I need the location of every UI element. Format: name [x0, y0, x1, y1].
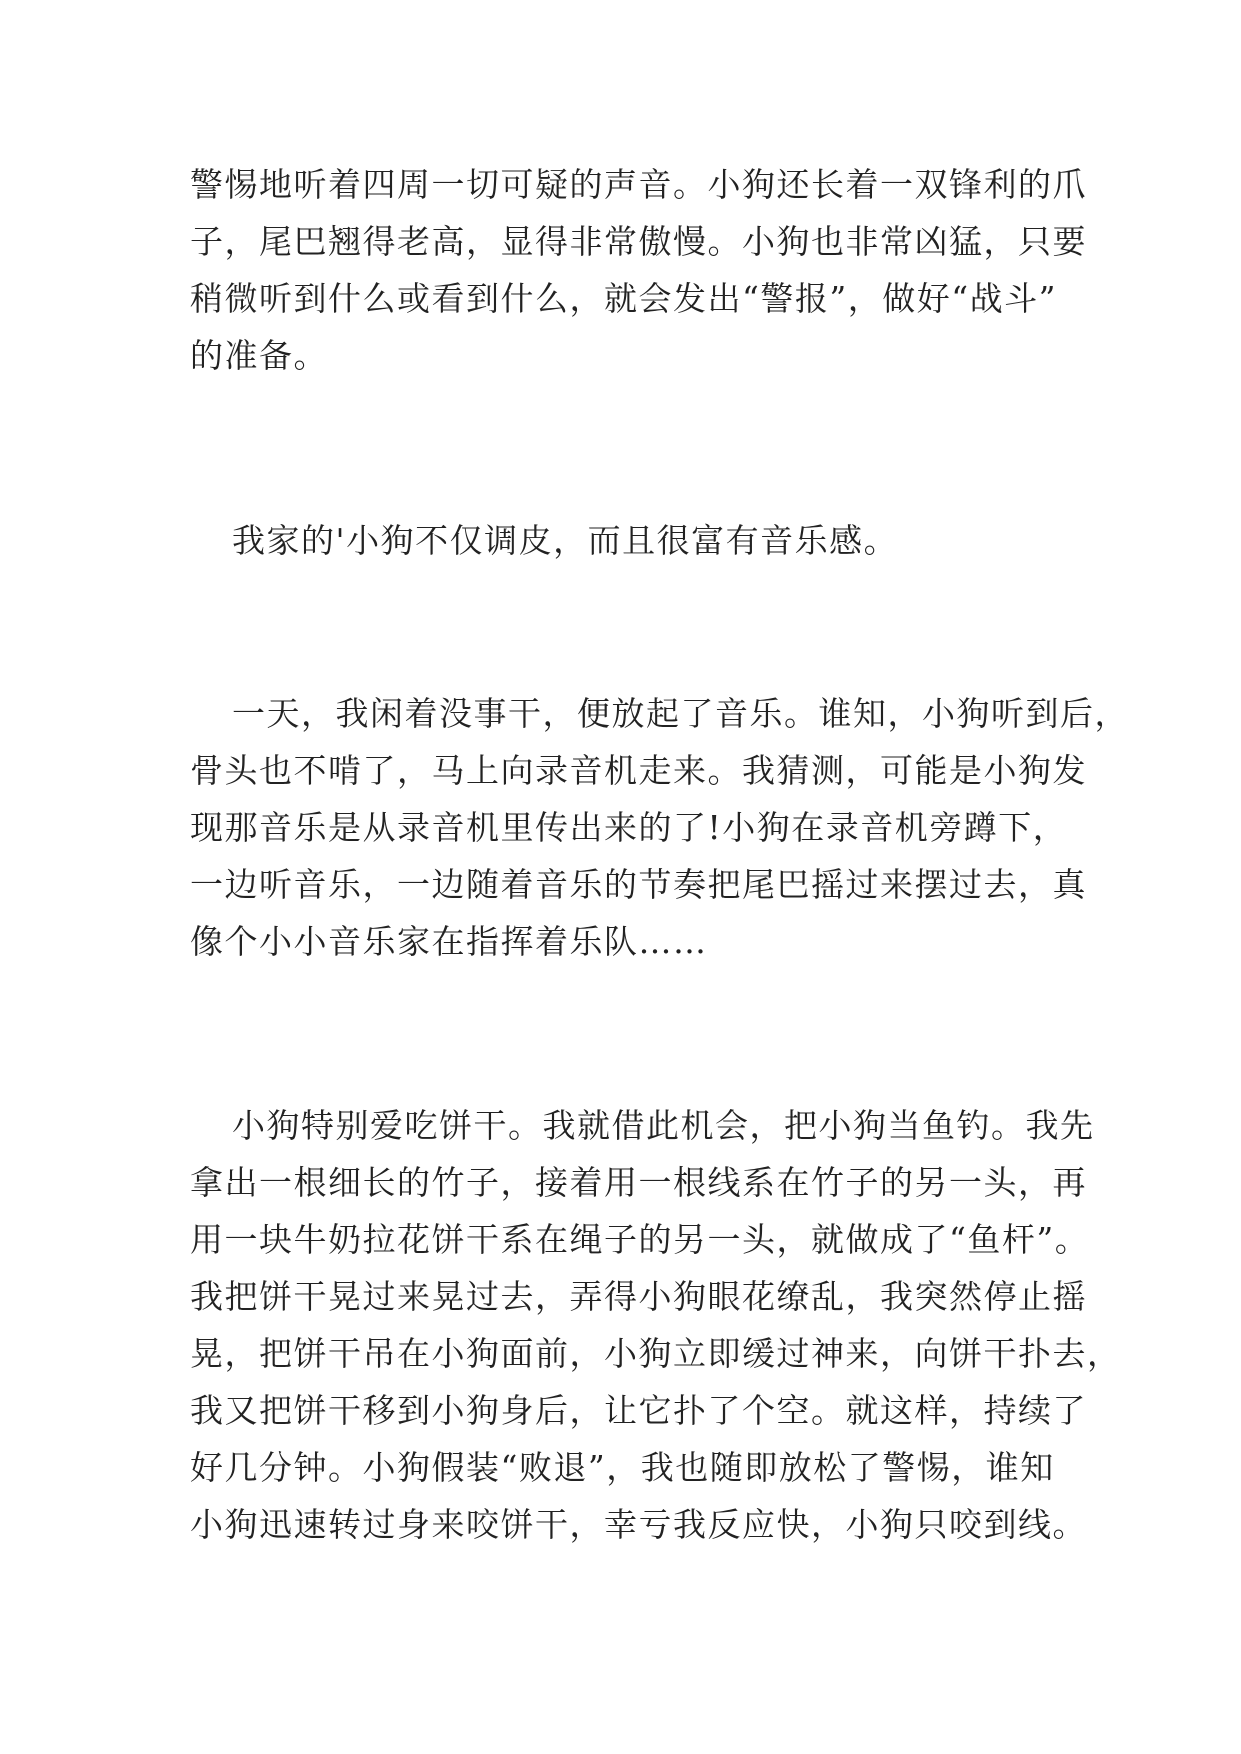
paragraph-line: 的准备。 — [190, 336, 328, 375]
paragraph-line: 我把饼干晃过来晃过去，弄得小狗眼花缭乱，我突然停止摇 — [190, 1277, 1087, 1316]
paragraph-4 — [190, 1097, 1122, 1553]
paragraph-line: 我又把饼干移到小狗身后，让它扑了个空。就这样，持续了 — [190, 1391, 1087, 1430]
paragraph-1 — [190, 156, 1087, 384]
paragraph-line: 像个小小音乐家在指挥着乐队…… — [190, 922, 708, 961]
paragraph-line: 拿出一根细长的竹子，接着用一根线系在竹子的另一头，再 — [190, 1163, 1087, 1202]
paragraph-line: 警惕地听着四周一切可疑的声音。小狗还长着一双锋利的爪 — [190, 165, 1087, 204]
paragraph-line: 现那音乐是从录音机里传出来的了!小狗在录音机旁蹲下， — [190, 808, 1068, 847]
paragraph-line: 小狗特别爱吃饼干。我就借此机会，把小狗当鱼钓。我先 — [232, 1106, 1095, 1145]
paragraph-line: 稍微听到什么或看到什么，就会发出“警报”，做好“战斗” — [190, 279, 1057, 318]
paragraph-line: 好几分钟。小狗假装“败退”，我也随即放松了警惕，谁知 — [190, 1448, 1055, 1487]
paragraph-line: 用一块牛奶拉花饼干系在绳子的另一头，就做成了“鱼杆”。 — [190, 1220, 1090, 1259]
paragraph-line: 骨头也不啃了，马上向录音机走来。我猜测，可能是小狗发 — [190, 751, 1087, 790]
paragraph-line: 小狗迅速转过身来咬饼干，幸亏我反应快，小狗只咬到线。 — [190, 1505, 1087, 1544]
paragraph-line: 一边听音乐，一边随着音乐的节奏把尾巴摇过来摆过去，真 — [190, 865, 1087, 904]
paragraph-2 — [190, 512, 1070, 569]
paragraph-line: 我家的'小狗不仅调皮，而且很富有音乐感。 — [232, 521, 899, 560]
paragraph-3 — [190, 685, 1129, 970]
paragraph-line: 一天，我闲着没事干，便放起了音乐。谁知，小狗听到后， — [232, 694, 1129, 733]
paragraph-line: 子，尾巴翘得老高，显得非常傲慢。小狗也非常凶猛，只要 — [190, 222, 1087, 261]
paragraph-line: 晃，把饼干吊在小狗面前，小狗立即缓过神来，向饼干扑去， — [190, 1334, 1122, 1373]
